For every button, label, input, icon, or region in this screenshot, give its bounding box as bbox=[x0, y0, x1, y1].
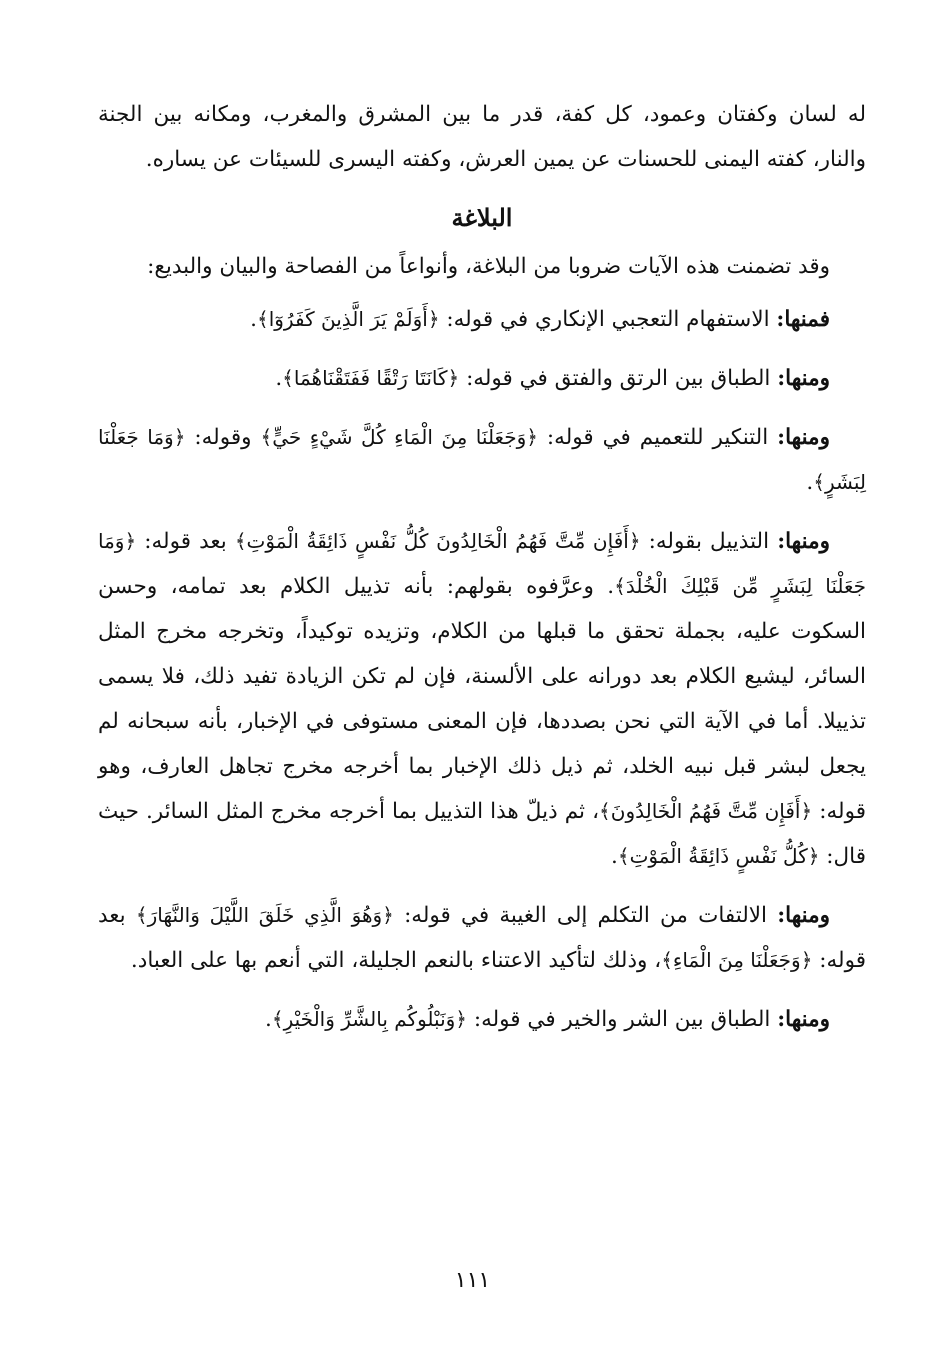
item-tail: . bbox=[806, 470, 814, 495]
item-tail: وقوله: bbox=[194, 425, 252, 450]
quran-quote: ﴿وَمَا جَعَلْنَا لِبَشَرٍ﴾ bbox=[98, 425, 866, 494]
item-tail: ، وذلك لتأكيد الاعتناء بالنعم الجليلة، التي أنعم بها على العباد. bbox=[130, 948, 662, 973]
page-number: ١١١ bbox=[454, 1268, 491, 1293]
item-tail: . bbox=[275, 366, 283, 391]
item-label: ومنها: bbox=[777, 425, 830, 450]
list-item bbox=[98, 356, 866, 401]
item-text: الطباق بين الرتق والفتق في قوله: bbox=[466, 366, 771, 391]
list-item bbox=[98, 893, 866, 983]
item-text: التذييل بقوله: bbox=[648, 529, 770, 554]
list-item bbox=[98, 519, 866, 879]
item-tail: . وعرَّفوه بقولهم: بأنه تذييل الكلام بعد تمامه، وحسن السكوت عليه، بجملة تحقق ما قبلها من الكلام، وتزيده توكيداً، وتخرجه مخرج المثل السائر، ليشيع الكلام بعد دورانه على الألسنة، فإن لم تكن الزيادة تفيد ذلك، فلا يسمى تذييلا. أما في الآية التي نحن بصددها، فإن المعنى مستوفى في الإخبار، بأنه سبحانه لم يجعل لبشر قبل نبيه الخلد، ثم ذيل ذلك الإخبار بما أخرجه مخرج تجاهل العارف، وهو قوله: bbox=[98, 574, 866, 824]
intro-paragraph: له لسان وكفتان وعمود، كل كفة، قدر ما بين المشرق والمغرب، ومكانه بين الجنة والنار، كفته اليمنى للحسنات عن يمين العرش، وكفته اليسرى للسيئات عن يساره. bbox=[98, 102, 866, 172]
item-tail: ، ثم ذيلّ هذا التذييل بما أخرجه مخرج المثل السائر. حيث قال: bbox=[98, 799, 866, 869]
quran-quote: ﴿وَنَبْلُوكُم بِالشَّرِّ وَالْخَيْرِ﴾ bbox=[271, 1007, 468, 1031]
item-tail: بعد قوله: bbox=[98, 903, 866, 973]
item-text: التنكير للتعميم في قوله: bbox=[546, 425, 769, 450]
quran-quote: ﴿أَفَإِن مِّتَّ فَهُمُ الْخَالِدُونَ﴾ bbox=[599, 799, 813, 823]
quran-quote: ﴿أَفَإِن مِّتَّ فَهُمُ الْخَالِدُونَ كُلُّ نَفْسٍ ذَائِقَةُ الْمَوْتِ﴾ bbox=[234, 529, 641, 553]
section-heading: البلاغة bbox=[451, 203, 513, 232]
item-label: فمنها: bbox=[776, 307, 830, 332]
quran-quote: ﴿أَوَلَمْ يَرَ الَّذِينَ كَفَرُوٓا﴾ bbox=[257, 307, 440, 331]
list-item bbox=[98, 297, 866, 342]
list-item bbox=[98, 415, 866, 505]
lead-paragraph: وقد تضمنت هذه الآيات ضروبا من البلاغة، وأنواعاً من الفصاحة والبيان والبديع: bbox=[147, 254, 830, 279]
item-text: الطباق بين الشر والخير في قوله: bbox=[473, 1007, 771, 1032]
book-page bbox=[98, 92, 866, 1322]
quran-quote: ﴿وَجَعَلْنَا مِنَ الْمَاءِ﴾ bbox=[661, 948, 813, 972]
item-tail: بعد قوله: bbox=[144, 529, 227, 554]
quran-quote: ﴿كُلُّ نَفْسٍ ذَائِقَةُ الْمَوْتِ﴾ bbox=[617, 844, 820, 868]
item-text: الاستفهام التعجبي الإنكاري في قوله: bbox=[446, 307, 770, 332]
list-item bbox=[98, 997, 866, 1042]
item-text: الالتفات من التكلم إلى الغيبة في قوله: bbox=[404, 903, 768, 928]
item-tail: . bbox=[611, 844, 618, 869]
item-tail: . bbox=[265, 1007, 272, 1032]
quran-quote: ﴿كَانَتَا رَتْقًا فَفَتَقْنَاهُمَا﴾ bbox=[282, 366, 460, 390]
item-tail: . bbox=[250, 307, 257, 332]
quran-quote: ﴿وَجَعَلْنَا مِنَ الْمَاءِ كُلَّ شَيْءٍ حَيٍّ﴾ bbox=[260, 425, 538, 449]
item-label: ومنها: bbox=[777, 529, 830, 554]
item-label: ومنها: bbox=[777, 1007, 830, 1032]
quran-quote: ﴿وَمَا جَعَلْنَا لِبَشَرٍ مِّن قَبْلِكَ الْخُلْدَ﴾ bbox=[98, 529, 866, 598]
item-label: ومنها: bbox=[777, 903, 831, 928]
item-label: ومنها: bbox=[777, 366, 830, 391]
quran-quote: ﴿وَهُوَ الَّذِي خَلَقَ اللَّيْلَ وَالنَّهَارَ﴾ bbox=[135, 903, 394, 927]
